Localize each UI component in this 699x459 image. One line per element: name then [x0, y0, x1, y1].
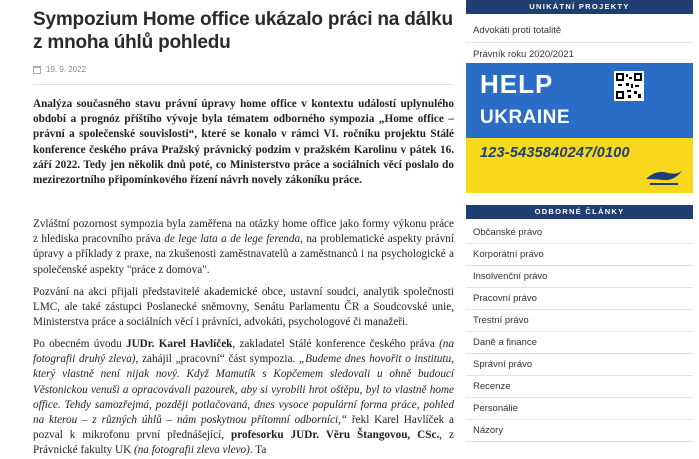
banner-help-text: HELP [480, 69, 554, 99]
category-link[interactable]: Recenze [466, 376, 693, 398]
photo-caption-ref: (na fotografii zleva vlevo) [133, 444, 250, 457]
category-link[interactable]: Pracovní právo [466, 288, 693, 310]
category-link[interactable]: Trestní právo [466, 310, 693, 332]
article-date: 19. 9. 2022 [46, 65, 87, 74]
article-meta [33, 65, 86, 74]
article-lead: Analýza současného stavu právní úpravy home office v kontextu událostí uplynulého období a prognóz příštího vývoje byla tématem odborného sympozia „Home office – právní a společenské souvislosti“, které se konalo v rámci VI. ročníku projektu Stálé konference českého práva Pražský právnický podzim v pražském Karolinu v pátek 16. září 2022. Tedy jen několik dnů poté, co Ministerstvo práce a sociálních věcí poslalo do mezirezortního připomínkového řízení návrh novely zákoníku práce. [33, 98, 454, 187]
category-link[interactable]: Korporátní právo [466, 244, 693, 266]
category-link[interactable]: Insolvenční právo [466, 266, 693, 288]
category-list [466, 222, 693, 442]
help-ukraine-banner[interactable] [466, 63, 693, 193]
sidebar-link-pravnik-roku[interactable]: Právník roku 2020/2021 [473, 49, 574, 60]
text-run: . Ta [249, 444, 267, 457]
articles-heading: ODBORNÉ ČLÁNKY [466, 205, 693, 219]
photo-caption-ref: (na fotografii druhý zleva) [33, 338, 454, 366]
article-paragraph [33, 217, 454, 278]
person-name: JUDr. Karel Havlíček [125, 338, 233, 350]
category-link[interactable]: Správní právo [466, 354, 693, 376]
divider [33, 84, 453, 85]
bar-association-logo-icon [644, 165, 684, 189]
sidebar [466, 0, 699, 444]
sidebar-link-advokati[interactable]: Advokáti proti totalitě [473, 25, 562, 36]
article-paragraph [33, 337, 454, 459]
quote: „Budeme dnes hovořit o institutu, který vlastně není nijak nový. Když Mamutík s Kopčemem sledovali u ohně budoucí Věstonickou venuši a opracovávali pazourek, aby si vyrobili hrot oštěpu, byl to vlastně home office. Tehdy samozřejmá, později potlačovaná, dnes vysoce populární forma práce, pohled na kterou – z různých úhlů – nám poskytnou přítomní odborníci,“ [33, 353, 454, 427]
banner-account-number: 123-5435840247/0100 [480, 145, 630, 161]
projects-heading: UNIKÁTNÍ PROJEKTY [466, 0, 693, 14]
calendar-icon [33, 66, 41, 74]
text-run: Po obecném úvodu [33, 338, 126, 350]
divider [466, 42, 693, 43]
person-name: profesorku JUDr. Věru Štangovou, CSc. [230, 429, 440, 442]
text-run: , na problematické aspekty právní úpravy a příklady z praxe, na zkušenosti zaměstnavatelů a zaměstnanců i na psychologické a společenské aspekty "práce z domova". [33, 233, 454, 276]
article-title: Sympozium Home office ukázalo práci na dálku z mnoha úhlů pohledu [33, 9, 453, 53]
text-run: řekl Karel Havlíček a pozval k mikrofonu první přednášející, [33, 414, 454, 442]
category-link[interactable]: Názory [466, 420, 693, 442]
text-run: , z Právnické fakulty UK [33, 429, 454, 457]
banner-ukraine-text: UKRAINE [480, 107, 571, 128]
category-link[interactable]: Daně a finance [466, 332, 693, 354]
text-run: , zahájil „pracovní“ část sympozia. [135, 353, 299, 366]
category-link[interactable]: Občanské právo [466, 222, 693, 244]
qr-code-icon [614, 71, 644, 101]
text-run: , zakladatel Stálé konference českého práva [232, 338, 440, 350]
category-link[interactable]: Personálie [466, 398, 693, 420]
text-run: Zvláštní pozornost sympozia byla zaměřena na otázky home office jako formy výkonu práce z hlediska pracovního práva [33, 218, 454, 246]
text-run-italic: de lege lata a de lege ferenda [164, 233, 301, 246]
article-paragraph: Pozvání na akci přijali představitelé akademické obce, ustavní soudci, analytik společnosti LMC, ale také zástupci Poslanecké sněmovny, Senátu Parlamentu ČR a Soudcovské unie, Ministerstva práce a sociálních věcí i právníci, advokáti, psychologové či manažeři. [33, 286, 454, 329]
